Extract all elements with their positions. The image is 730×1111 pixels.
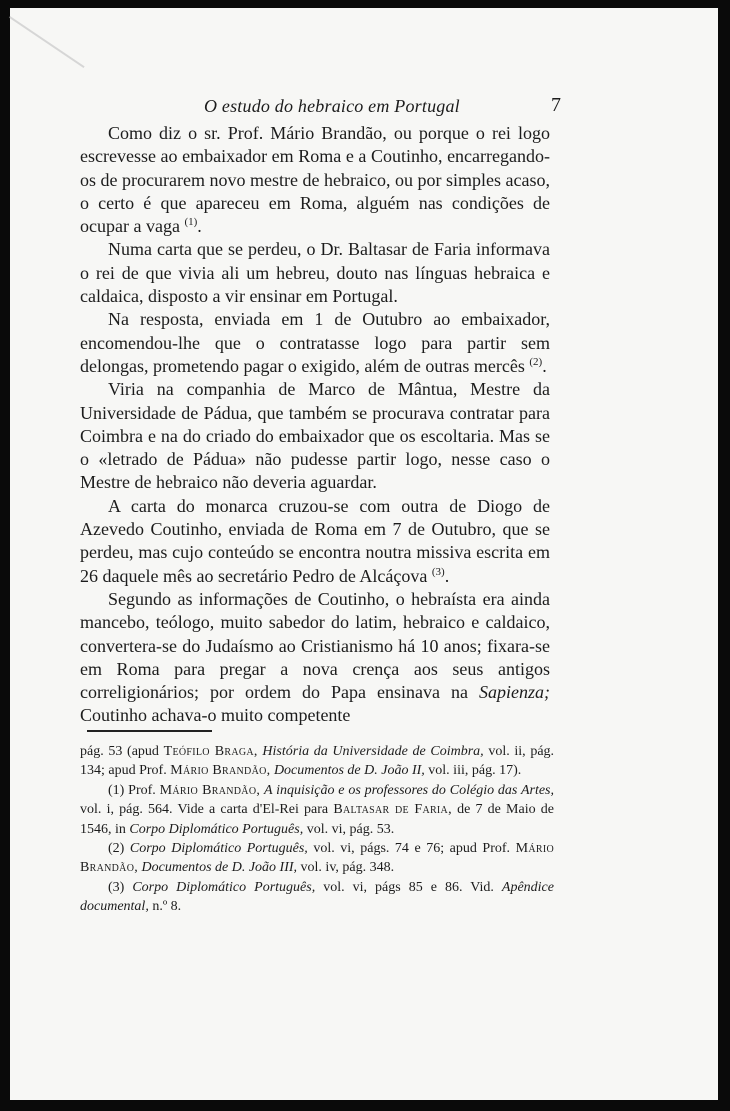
- page-number: 7: [551, 94, 561, 116]
- fn-author: Mário Brandão,: [159, 782, 261, 798]
- fn-title: História da Universidade de Coimbra,: [262, 744, 484, 759]
- fn-title: Corpo Diplomático Português,: [129, 841, 308, 857]
- paragraph: Como diz o sr. Prof. Mário Brandão, ou porque o rei logo escrevesse ao embaixador em Roma e a Coutinho, encarregando-os de procurarem novo mestre de hebraico, ou por simples acaso, o certo é que apareceu em Roma, alguém nas condições de ocupar a vaga $^{(1)}$.: [80, 123, 550, 237]
- footnote-separator: [87, 730, 212, 732]
- fn-title: Corpo Diplomático Português,: [129, 821, 304, 837]
- paragraph-text: Na resposta, enviada em 1 de Outubro ao embaixador, encomendou-lhe que o contratasse logo para partir sem delongas, prometendo pagar o exigido, além de outras mercês: [80, 309, 550, 376]
- fn-text: vol. vi, pág. 53.: [306, 821, 395, 837]
- fn-text: vol. vi, págs 85 e 86. Vid.: [323, 879, 494, 895]
- paragraph: A carta do monarca cruzou-se com outra de Diogo de Azevedo Coutinho, enviada de Roma em 7 de Outubro, que se perdeu, mas cujo conteúdo se encontra noutra missiva escrita em 26 daquele mês ao secretário Pedro de Alcáçova $^{(3)}$.: [80, 495, 550, 586]
- footnote-1: [80, 781, 554, 839]
- footnotes: [80, 742, 554, 917]
- paragraph: Viria na companhia de Marco de Mântua, Mestre da Universidade de Pádua, que também se procurava contratar para Coimbra e na do criado do embaixador que os escoltaria. Mas se o «letrado de Pádua» não pudesse partir logo, nesse caso o Mestre de hebraico não deveria aguardar.: [80, 379, 550, 493]
- fn-mark: (3): [108, 879, 125, 895]
- italic-term: Sapienza;: [479, 682, 550, 703]
- fn-title: Apêndice documental,: [80, 879, 554, 915]
- fn-mark: (1): [108, 782, 125, 798]
- fn-title: Documentos de D. João III,: [141, 860, 298, 876]
- fn-text: de 7 de Maio de 1546, in: [80, 802, 554, 837]
- fn-author: Baltasar de Faria,: [333, 802, 452, 818]
- paragraph: Na resposta, enviada em 1 de Outubro ao embaixador, encomendou-lhe que o contratasse logo para partir sem delongas, prometendo pagar o exigido, além de outras mercês $^{(2)}$.: [80, 309, 550, 376]
- fn-text: vol. i, pág. 564. Vide a carta d'El-Rei para: [80, 802, 329, 818]
- footnote-3: [80, 878, 554, 917]
- fn-title: Documentos de D. João II,: [273, 763, 425, 779]
- fn-author: Teófilo Braga,: [163, 744, 258, 759]
- footnote-ref: (2): [529, 355, 543, 368]
- scan-artifact-line: [9, 16, 85, 68]
- paragraph-text: Segundo as informações de Coutinho, o hebraísta era ainda mancebo, teólogo, muito sabedor do latim, hebraico e caldaico, convertera-se do Judaísmo ao Cristianismo há 10 anos; fixara-se em Roma para pregar a nova crença aos seus antigos correligionários; por ordem do Papa ensinava na: [80, 588, 550, 703]
- fn-author: Mário Brandão,: [80, 841, 555, 876]
- fn-text: vol. ii, pág. 134; apud Prof.: [80, 744, 555, 779]
- footnote-2: [80, 839, 554, 878]
- footnote-ref: (1): [184, 216, 198, 229]
- fn-text: pág. 53 (apud: [80, 744, 159, 759]
- running-title: O estudo do hebraico em Portugal: [204, 96, 460, 116]
- main-text: [80, 122, 550, 728]
- paragraph-text: Coutinho achava-o muito competente: [80, 705, 351, 726]
- footnote-ref: (3): [431, 565, 445, 578]
- fn-title: A inquisição e os professores do Colégio das Artes,: [263, 782, 554, 798]
- paragraph: Numa carta que se perdeu, o Dr. Baltasar de Faria informava o rei de que vivia ali um hebreu, douto nas línguas hebraica e caldaica, disposto a vir ensinar em Portugal.: [80, 239, 550, 307]
- paragraph-text: A carta do monarca cruzou-se com outra de Diogo de Azevedo Coutinho, enviada de Roma em 7 de Outubro, que se perdeu, mas cujo conteúdo se encontra noutra missiva escrita em 26 daquele mês ao secretário Pedro de Alcáçova: [80, 495, 550, 586]
- fn-text: n.º 8.: [152, 899, 182, 915]
- fn-mark: (2): [108, 841, 125, 857]
- fn-text: vol. iv, pág. 348.: [300, 860, 395, 876]
- fn-author: Mário Brandão,: [170, 763, 271, 779]
- paragraph-text: Como diz o sr. Prof. Mário Brandão, ou porque o rei logo escrevesse ao embaixador em Roma e a Coutinho, encarregando-os de procurarem novo mestre de hebraico, ou por simples acaso, o certo é que apareceu em Roma, alguém nas condições de ocupar a vaga: [80, 123, 550, 237]
- fn-text: vol. iii, pág. 17).: [428, 763, 522, 779]
- fn-text: vol. vi, págs. 74 e 76; apud Prof.: [313, 841, 511, 857]
- page-header: [88, 90, 561, 120]
- footnote-continuation: [80, 742, 554, 781]
- fn-title: Corpo Diplomático Português,: [132, 879, 316, 895]
- fn-text: Prof.: [128, 782, 156, 798]
- paragraph: [80, 588, 550, 728]
